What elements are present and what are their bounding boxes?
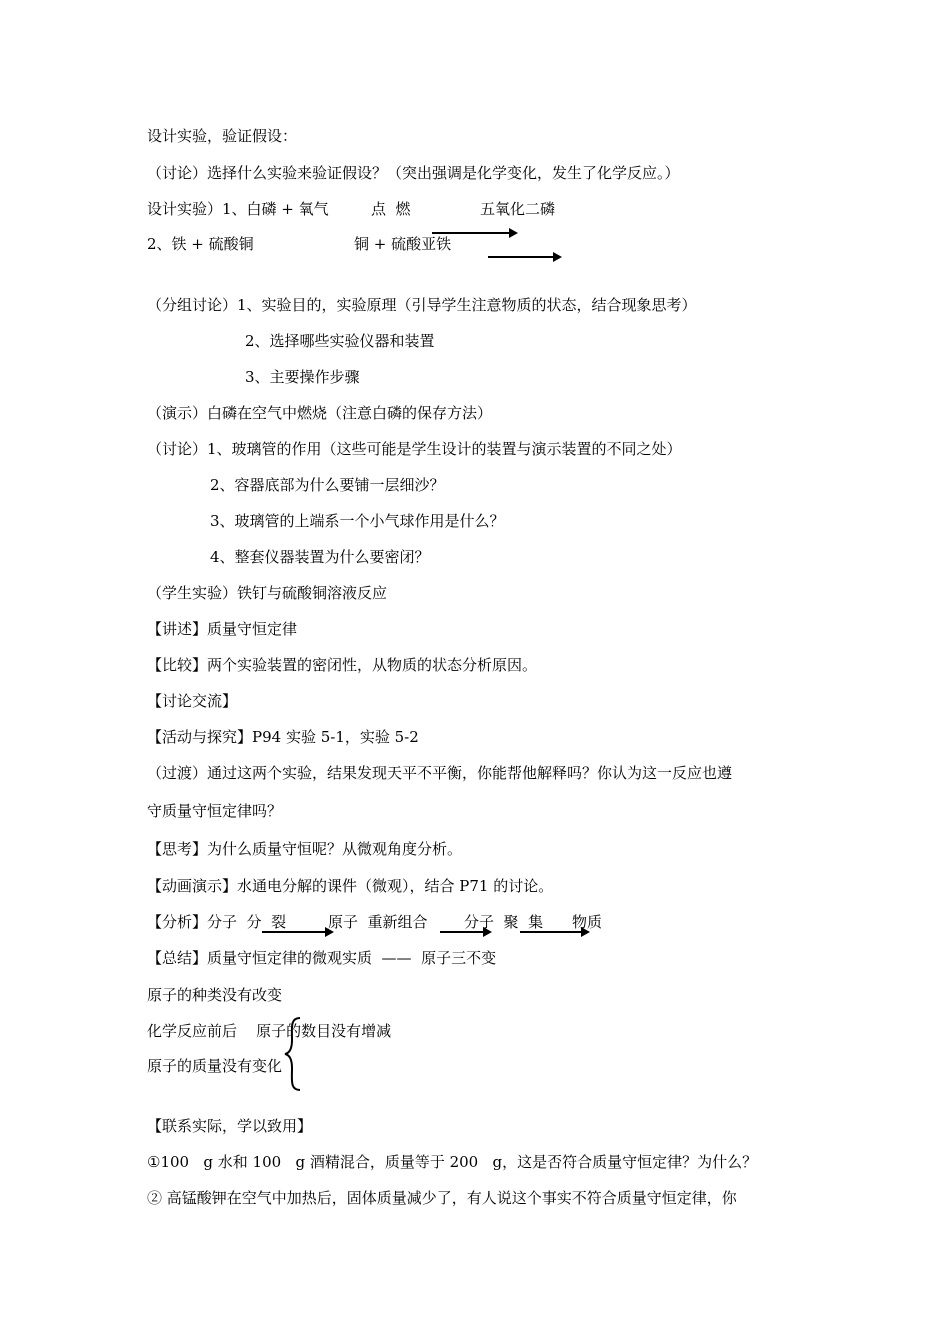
line-exp1-reactants: 设计实验）1、白磷 + 氧气 (147, 200, 329, 218)
line-transition: （过渡）通过这两个实验，结果发现天平不平衡，你能帮他解释吗？你认为这一反应也遵 (147, 764, 733, 782)
line-exp1-product: 五氧化二磷 (480, 200, 556, 218)
reaction-arrow-2 (488, 256, 560, 258)
line-discussion-glass-tube: （讨论）1、玻璃管的作用（这些可能是学生设计的装置与演示装置的不同之处） (147, 440, 682, 458)
line-activity-inquiry: 【活动与探究】P94 实验 5-1，实验 5-2 (147, 728, 419, 746)
line-analysis-molecule-split: 【分析】分子 分 裂 (147, 913, 287, 931)
line-main-steps: 3、主要操作步骤 (245, 368, 360, 386)
line-analysis-atom-recombine: 原子 重新组合 (328, 913, 428, 931)
line-atom-mass: 原子的质量没有变化 (147, 1057, 283, 1075)
line-atom-number: 化学反应前后 原子的数目没有增减 (147, 1022, 392, 1040)
reaction-condition-ignite: 点 燃 (371, 200, 411, 218)
line-discuss-exchange: 【讨论交流】 (147, 692, 238, 710)
line-balloon-question: 3、玻璃管的上端系一个小气球作用是什么？ (210, 512, 505, 530)
line-group-discussion: （分组讨论）1、实验目的，实验原理（引导学生注意物质的状态，结合现象思考） (147, 296, 697, 314)
line-student-experiment: （学生实验）铁钉与硫酸铜溶液反应 (147, 584, 388, 602)
analysis-arrow-1 (262, 931, 332, 933)
line-analysis-substance: 物质 (572, 913, 603, 931)
line-atom-type: 原子的种类没有改变 (147, 986, 283, 1004)
line-exp2-products: 铜 + 硫酸亚铁 (354, 235, 452, 253)
line-analysis-molecule-gather: 分子 聚 集 (464, 913, 544, 931)
line-compare: 【比较】两个实验装置的密闭性，从物质的状态分析原因。 (147, 656, 538, 674)
line-practical: 【联系实际，学以致用】 (147, 1117, 313, 1135)
line-question-1: ①100 g 水和 100 g 酒精混合，质量等于 200 g，这是否符合质量守恒定律？为什么？ (147, 1153, 758, 1171)
line-demo: （演示）白磷在空气中燃烧（注意白磷的保存方法） (147, 404, 493, 422)
curly-brace-icon (282, 1016, 304, 1092)
line-transition-cont: 守质量守恒定律吗？ (147, 802, 283, 820)
line-design-experiment: 设计实验，验证假设： (147, 127, 298, 145)
line-animation-demo: 【动画演示】水通电分解的课件（微观），结合 P71 的讨论。 (147, 877, 554, 895)
line-sand-question: 2、容器底部为什么要铺一层细沙？ (210, 476, 445, 494)
line-discussion-choose: （讨论）选择什么实验来验证假设？（突出强调是化学变化，发生了化学反应。） (147, 164, 680, 182)
line-exp2-reactants: 2、铁 + 硫酸铜 (147, 235, 254, 253)
line-lecture: 【讲述】质量守恒定律 (147, 620, 298, 638)
line-sealed-question: 4、整套仪器装置为什么要密闭？ (210, 548, 430, 566)
line-summary: 【总结】质量守恒定律的微观实质 —— 原子三不变 (147, 949, 497, 967)
line-think: 【思考】为什么质量守恒呢？从微观角度分析。 (147, 840, 463, 858)
line-choose-apparatus: 2、选择哪些实验仪器和装置 (245, 332, 435, 350)
line-question-2: ② 高锰酸钾在空气中加热后，固体质量减少了，有人说这个事实不符合质量守恒定律，你 (147, 1189, 737, 1207)
